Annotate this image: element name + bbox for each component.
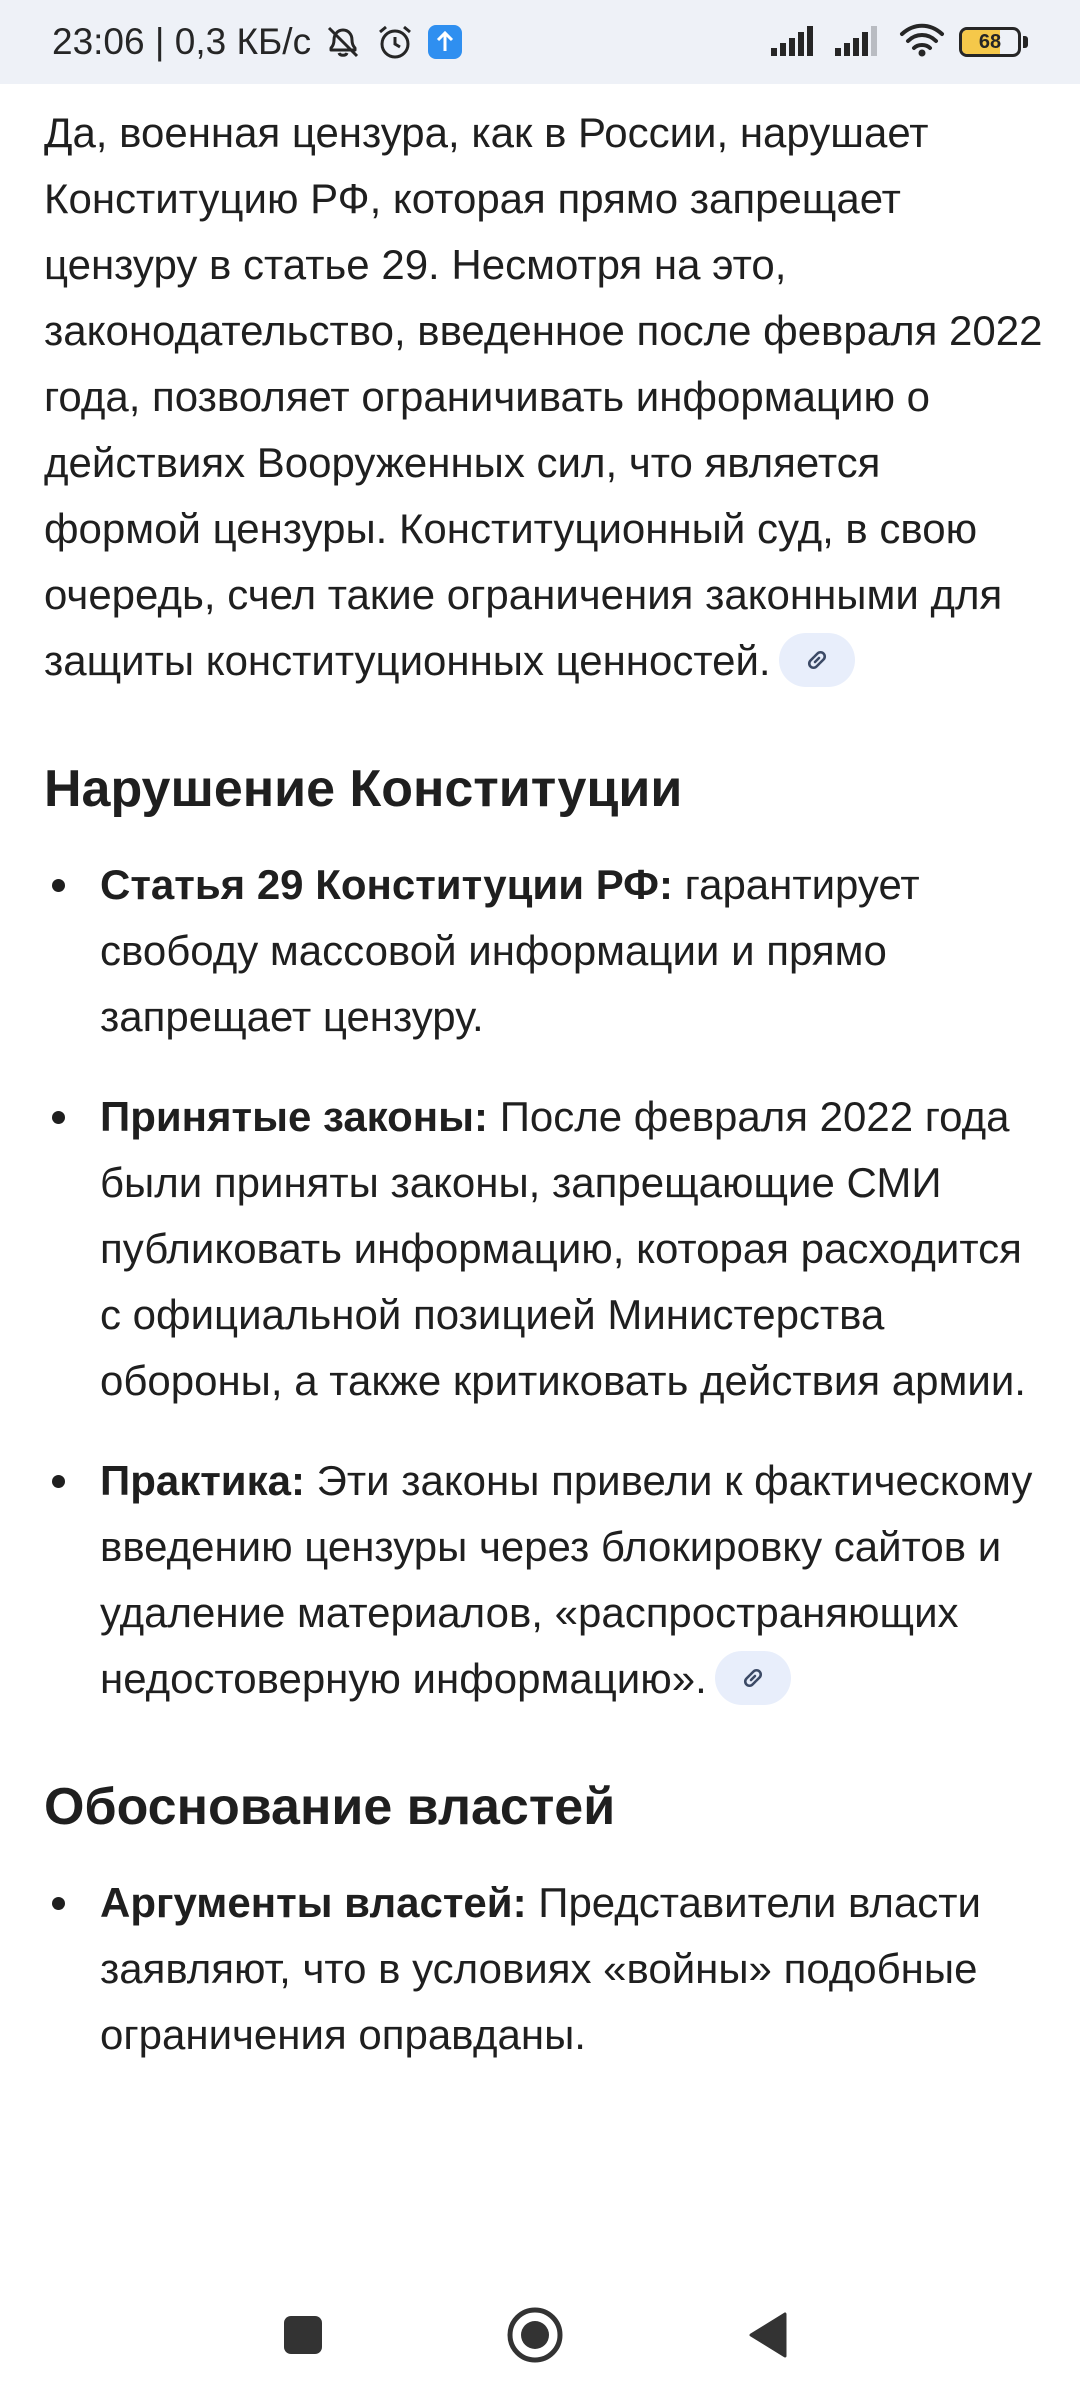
item-label: Практика: [100, 1457, 305, 1504]
source-link-chip[interactable] [779, 633, 855, 687]
bullet-list [44, 1870, 1044, 2068]
recents-icon [281, 2313, 325, 2357]
battery-body [959, 27, 1021, 57]
list-item [44, 1448, 1044, 1712]
list-item [44, 1084, 1044, 1414]
item-label: Статья 29 Конституции РФ: [100, 861, 674, 908]
recents-button[interactable] [248, 2270, 358, 2400]
section-heading: Обоснование властей [44, 1778, 616, 1836]
bullet-list [44, 852, 1044, 1712]
navigation-bar [0, 2270, 1080, 2400]
signal-icon [835, 24, 885, 61]
item-text: Представители власти заявляют, что в условиях «войны» подобные ограничения оправданы. [100, 1879, 981, 2058]
battery-icon [959, 27, 1028, 57]
link-icon [738, 1663, 768, 1693]
home-icon [505, 2305, 565, 2365]
signal-icon [771, 24, 821, 61]
section-heading: Нарушение Конституции [44, 760, 683, 818]
link-icon [802, 645, 832, 675]
status-right [771, 23, 1028, 62]
status-time-speed: 23:06 | 0,3 КБ/с [52, 21, 312, 62]
back-icon [745, 2310, 789, 2360]
status-bar [0, 0, 1080, 84]
battery-cap [1023, 36, 1028, 48]
source-link-chip[interactable] [715, 1651, 791, 1705]
mute-icon [323, 22, 363, 62]
answer-content [44, 100, 1044, 2102]
alarm-icon [375, 22, 415, 62]
battery-level: 68 [978, 30, 1002, 53]
intro-paragraph [44, 100, 1044, 694]
list-item [44, 1870, 1044, 2068]
item-label: Аргументы властей: [100, 1879, 527, 1926]
status-left [52, 21, 463, 63]
item-text: гарантирует свободу массовой информации и прямо запрещает цензуру. [100, 861, 920, 1040]
wifi-icon [899, 23, 945, 62]
back-button[interactable] [712, 2270, 822, 2400]
item-text: После февраля 2022 года были приняты законы, запрещающие СМИ публиковать информацию, которая расходится с официальной позицией Министерства обороны, а также критиковать действия армии. [100, 1093, 1026, 1404]
item-label: Принятые законы: [100, 1093, 489, 1140]
list-item [44, 852, 1044, 1050]
intro-text: Да, военная цензура, как в России, нарушает Конституцию РФ, которая прямо запрещает цензуру в статье 29. Несмотря на это, законодательство, введенное после февраля 2022 года, позволяет ограничивать информацию о действиях Вооруженных сил, что является формой цензуры. Конституционный суд, в свою очередь, счел такие ограничения законными для защиты конституционных ценностей. [44, 109, 1043, 684]
upload-notification-icon [427, 24, 463, 60]
item-text: Эти законы привели к фактическому введению цензуры через блокировку сайтов и удаление материалов, «распространяющих недостоверную информацию». [100, 1457, 1033, 1702]
home-button[interactable] [480, 2270, 590, 2400]
